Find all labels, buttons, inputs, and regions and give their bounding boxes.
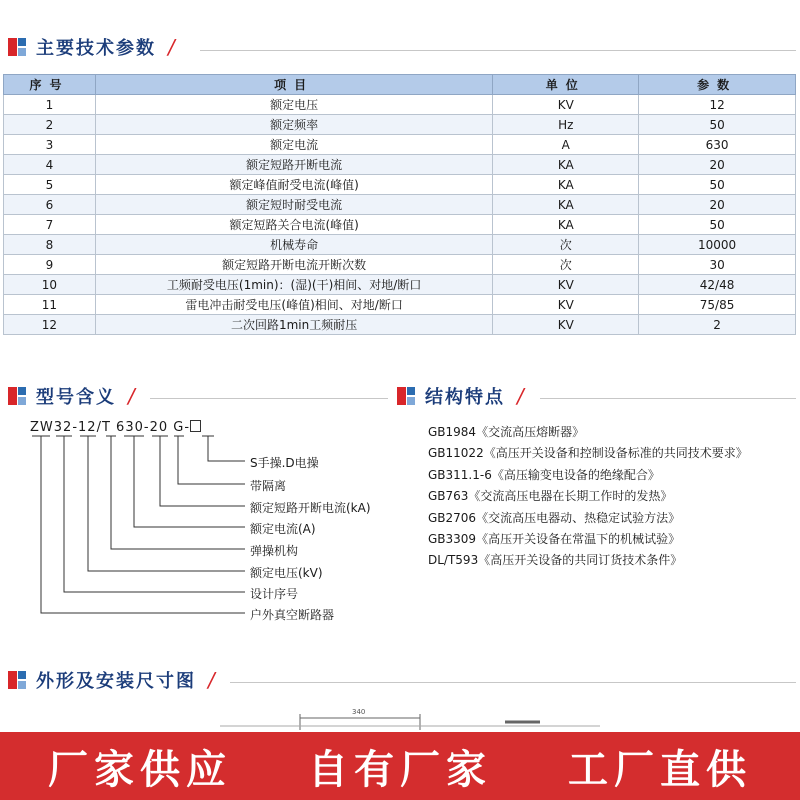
- tech-section-divider: [200, 50, 796, 51]
- cell-value: 20: [639, 195, 796, 215]
- cell-item: 雷电冲击耐受电压(峰值)相间、对地/断口: [95, 295, 492, 315]
- cell-value: 75/85: [639, 295, 796, 315]
- code-dash-1: -: [72, 420, 79, 435]
- code-20: 20: [149, 420, 169, 435]
- cell-unit: KA: [493, 175, 639, 195]
- cell-unit: KV: [493, 275, 639, 295]
- cell-index: 7: [4, 215, 96, 235]
- model-section-divider: [150, 398, 388, 399]
- code-t: T: [101, 420, 111, 435]
- cell-index: 8: [4, 235, 96, 255]
- section-marker-icon: [8, 38, 26, 56]
- spec-table-header-row: [4, 75, 796, 95]
- banner-text-1: 厂家供应: [48, 746, 232, 793]
- cell-value: 50: [639, 175, 796, 195]
- cell-value: 12: [639, 95, 796, 115]
- header-value: 参数: [639, 75, 796, 95]
- spec-table-row: [4, 275, 796, 295]
- promo-banner: [0, 732, 800, 800]
- dimension-section-header: [8, 663, 215, 697]
- banner-text-3: 工厂直供: [568, 746, 752, 793]
- spec-table-row: [4, 175, 796, 195]
- tech-section-title: 主要技术参数: [36, 38, 156, 59]
- cell-item: 额定短路开断电流: [95, 155, 492, 175]
- dimension-label: 340: [352, 708, 366, 716]
- model-bracket-lines: [0, 430, 260, 620]
- cell-value: 630: [639, 135, 796, 155]
- cell-index: 3: [4, 135, 96, 155]
- cell-unit: KA: [493, 155, 639, 175]
- cell-value: 10000: [639, 235, 796, 255]
- section-marker-icon: [397, 387, 415, 405]
- standard-item: DL/T593《高压开关设备的共同订货技术条件》: [428, 553, 683, 567]
- model-label-product-type: 户外真空断路器: [250, 608, 335, 622]
- cell-item: 二次回路1min工频耐压: [95, 315, 492, 335]
- spec-table-row: [4, 315, 796, 335]
- standard-item: GB3309《高压开关设备在常温下的机械试验》: [428, 532, 681, 546]
- cell-item: 额定短时耐受电流: [95, 195, 492, 215]
- cell-index: 12: [4, 315, 96, 335]
- banner-text-2: 自有厂家: [308, 746, 492, 793]
- cell-index: 6: [4, 195, 96, 215]
- cell-unit: 次: [493, 235, 639, 255]
- spec-table-row: [4, 235, 796, 255]
- dimension-section-divider: [230, 682, 796, 683]
- structure-section-divider: [540, 398, 796, 399]
- spec-table-row: [4, 295, 796, 315]
- code-dash-3: -: [184, 420, 191, 435]
- spec-table-row: [4, 135, 796, 155]
- cell-item: 额定频率: [95, 115, 492, 135]
- header-index: 序号: [4, 75, 96, 95]
- cell-unit: KV: [493, 315, 639, 335]
- model-label-isolation: 带隔离: [250, 479, 287, 493]
- model-label-design-no: 设计序号: [250, 587, 299, 601]
- cell-index: 5: [4, 175, 96, 195]
- structure-section-header: [397, 379, 524, 413]
- spec-table-row: [4, 95, 796, 115]
- model-label-rated-current: 额定电流(A): [250, 522, 316, 536]
- cell-item: 额定短路开断电流开断次数: [95, 255, 492, 275]
- tech-section-slash: /: [168, 35, 175, 59]
- cell-unit: A: [493, 135, 639, 155]
- cell-unit: KV: [493, 295, 639, 315]
- model-label-breaking-current: 额定短路开断电流(kA): [250, 501, 371, 515]
- standard-item: GB311.1-6《高压输变电设备的绝缘配合》: [428, 468, 660, 482]
- cell-value: 20: [639, 155, 796, 175]
- cell-item: 额定峰值耐受电流(峰值): [95, 175, 492, 195]
- code-zw: ZW: [30, 420, 54, 435]
- cell-value: 30: [639, 255, 796, 275]
- spec-table-row: [4, 155, 796, 175]
- section-marker-icon: [8, 387, 26, 405]
- standard-item: GB11022《高压开关设备和控制设备标准的共同技术要求》: [428, 446, 748, 460]
- code-630: 630: [116, 420, 144, 435]
- header-item: 项目: [95, 75, 492, 95]
- section-marker-icon: [8, 671, 26, 689]
- structure-section-title: 结构特点: [425, 387, 505, 408]
- cell-value: 50: [639, 215, 796, 235]
- code-g: G: [173, 420, 185, 435]
- spec-table-row: [4, 255, 796, 275]
- code-32: 32: [53, 420, 73, 435]
- dimension-drawing: [0, 700, 800, 730]
- structure-section-slash: /: [517, 384, 524, 408]
- cell-unit: Hz: [493, 115, 639, 135]
- cell-item: 额定电压: [95, 95, 492, 115]
- spec-table-row: [4, 115, 796, 135]
- cell-index: 2: [4, 115, 96, 135]
- code-12: 12: [78, 420, 97, 435]
- cell-index: 4: [4, 155, 96, 175]
- code-dash-2: -: [143, 420, 150, 435]
- cell-item: 额定短路关合电流(峰值): [95, 215, 492, 235]
- cell-index: 10: [4, 275, 96, 295]
- cell-unit: KA: [493, 215, 639, 235]
- tech-section-header: [8, 30, 175, 64]
- cell-value: 50: [639, 115, 796, 135]
- spec-table-row: [4, 215, 796, 235]
- cell-item: 机械寿命: [95, 235, 492, 255]
- cell-unit: KA: [493, 195, 639, 215]
- cell-value: 42/48: [639, 275, 796, 295]
- standard-item: GB1984《交流高压熔断器》: [428, 425, 585, 439]
- model-section-slash: /: [128, 384, 135, 408]
- cell-index: 11: [4, 295, 96, 315]
- cell-unit: KV: [493, 95, 639, 115]
- standard-item: GB2706《交流高压电器动、热稳定试验方法》: [428, 511, 681, 525]
- model-section-title: 型号含义: [36, 387, 116, 408]
- model-section-header: [8, 379, 135, 413]
- dimension-section-slash: /: [208, 668, 215, 692]
- cell-item: 工频耐受电压(1min)：(湿)(干)相间、对地/断口: [95, 275, 492, 295]
- model-label-operation: S手操.D电操: [250, 456, 319, 470]
- code-slash: /: [96, 420, 102, 435]
- cell-item: 额定电流: [95, 135, 492, 155]
- spec-table-row: [4, 195, 796, 215]
- cell-value: 2: [639, 315, 796, 335]
- spec-table: [3, 74, 796, 335]
- model-label-rated-voltage: 额定电压(kV): [250, 566, 323, 580]
- cell-unit: 次: [493, 255, 639, 275]
- cell-index: 1: [4, 95, 96, 115]
- dimension-section-title: 外形及安装尺寸图: [36, 671, 196, 692]
- standard-item: GB763《交流高压电器在长期工作时的发热》: [428, 489, 673, 503]
- cell-index: 9: [4, 255, 96, 275]
- header-unit: 单位: [493, 75, 639, 95]
- model-label-mechanism: 弹操机构: [250, 544, 299, 558]
